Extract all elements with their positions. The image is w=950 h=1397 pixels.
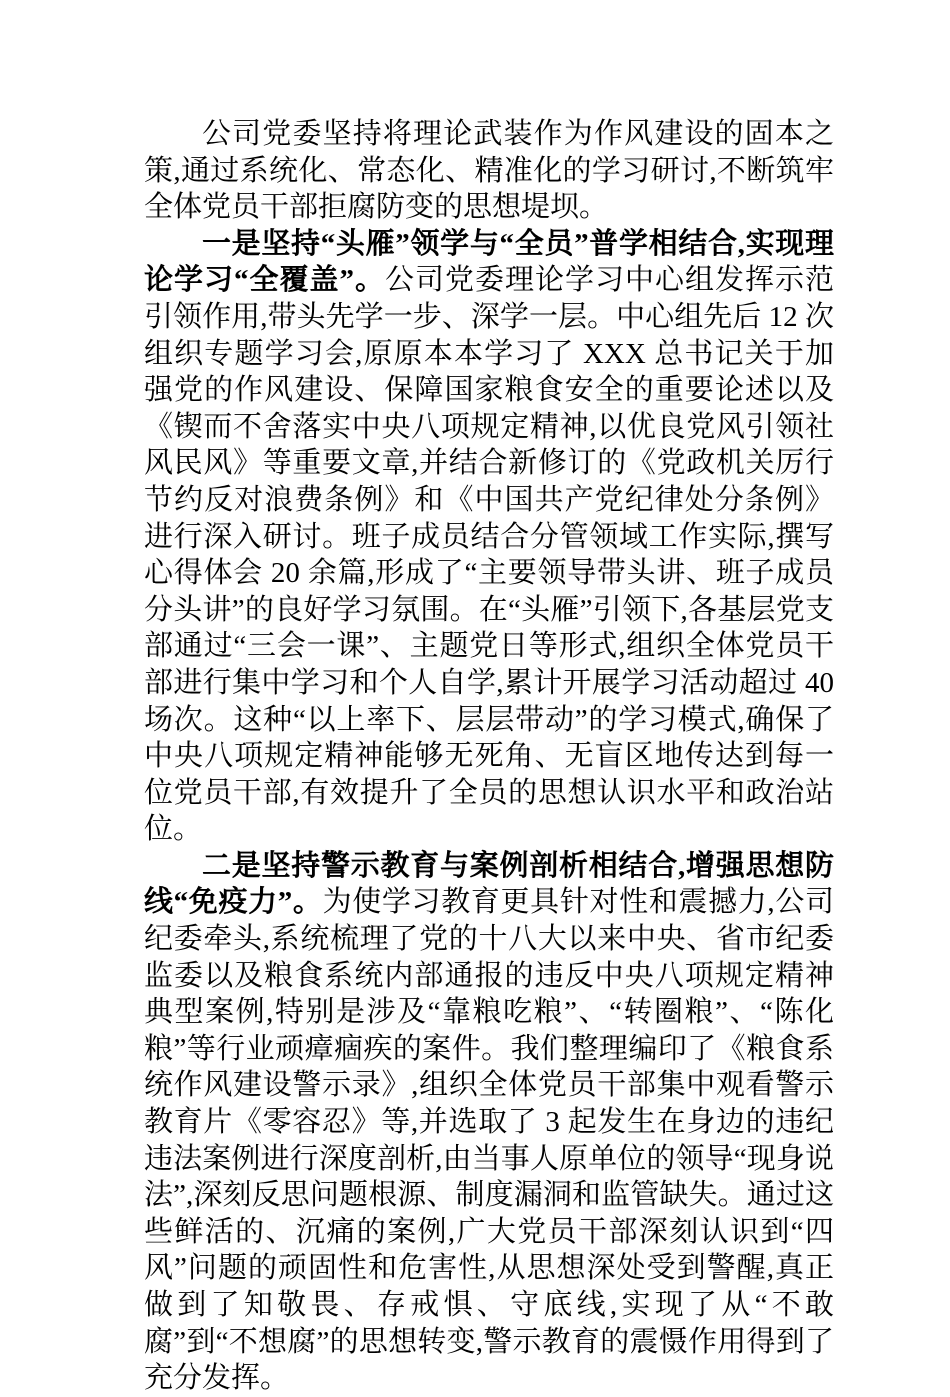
text-run: 公司党委理论学习中心组发挥示范引领作用,带头先学一步、深学一层。中心组先后 12 次组织专题学习会,原原本本学习了 XXX 总书记关于加强党的作风建设、保障国家粮食安全的重要论述以及《锲而不舍落实中央八项规定精神,以优良党风引领社风民风》等重要文章,并结合新修订的《党政机关厉行节约反对浪费条例》和《中国共产党纪律处分条例》进行深入研讨。班子成员结合分管领域工作实际,撰写心得体会 20 余篇,形成了“主要领导带头讲、班子成员分头讲”的良好学习氛围。在“头雁”引领下,各基层党支部通过“三会一课”、主题党日等形式,组织全体党员干部进行集中学习和个人自学,累计开展学习活动超过 40 场次。这种“以上率下、层层带动”的学习模式,确保了中央八项规定精神能够无死角、无盲区地传达到每一位党员干部,有效提升了全员的思想认识水平和政治站位。 xyxy=(144,264,834,846)
bold-lead-run: 二是坚持警示教育与案例剖析相结合,增强思想防线“免疫力”。 xyxy=(144,849,834,919)
paragraph xyxy=(144,226,834,848)
document-body xyxy=(144,116,834,1397)
paragraph xyxy=(144,848,834,1397)
text-run: 公司党委坚持将理论武装作为作风建设的固本之策,通过系统化、常态化、精准化的学习研讨,不断筑牢全体党员干部拒腐防变的思想堤坝。 xyxy=(144,118,834,224)
text-run: 为使学习教育更具针对性和震撼力,公司纪委牵头,系统梳理了党的十八大以来中央、省市纪委监委以及粮食系统内部通报的违反中央八项规定精神典型案例,特别是涉及“靠粮吃粮”、“转圈粮”、“陈化粮”等行业顽瘴痼疾的案件。我们整理编印了《粮食系统作风建设警示录》,组织全体党员干部集中观看警示教育片《零容忍》等,并选取了 3 起发生在身边的违纪违法案例进行深度剖析,由当事人原单位的领导“现身说法”,深刻反思问题根源、制度漏洞和监管缺失。通过这些鲜活的、沉痛的案例,广大党员干部深刻认识到“四风”问题的顽固性和危害性,从思想深处受到警醒,真正做到了知敬畏、存戒惧、守底线,实现了从“不敢腐”到“不想腐”的思想转变,警示教育的震慑作用得到了充分发挥。 xyxy=(144,886,834,1395)
paragraph xyxy=(144,116,834,226)
bold-lead-run: 一是坚持“头雁”领学与“全员”普学相结合,实现理论学习“全覆盖”。 xyxy=(144,227,834,297)
